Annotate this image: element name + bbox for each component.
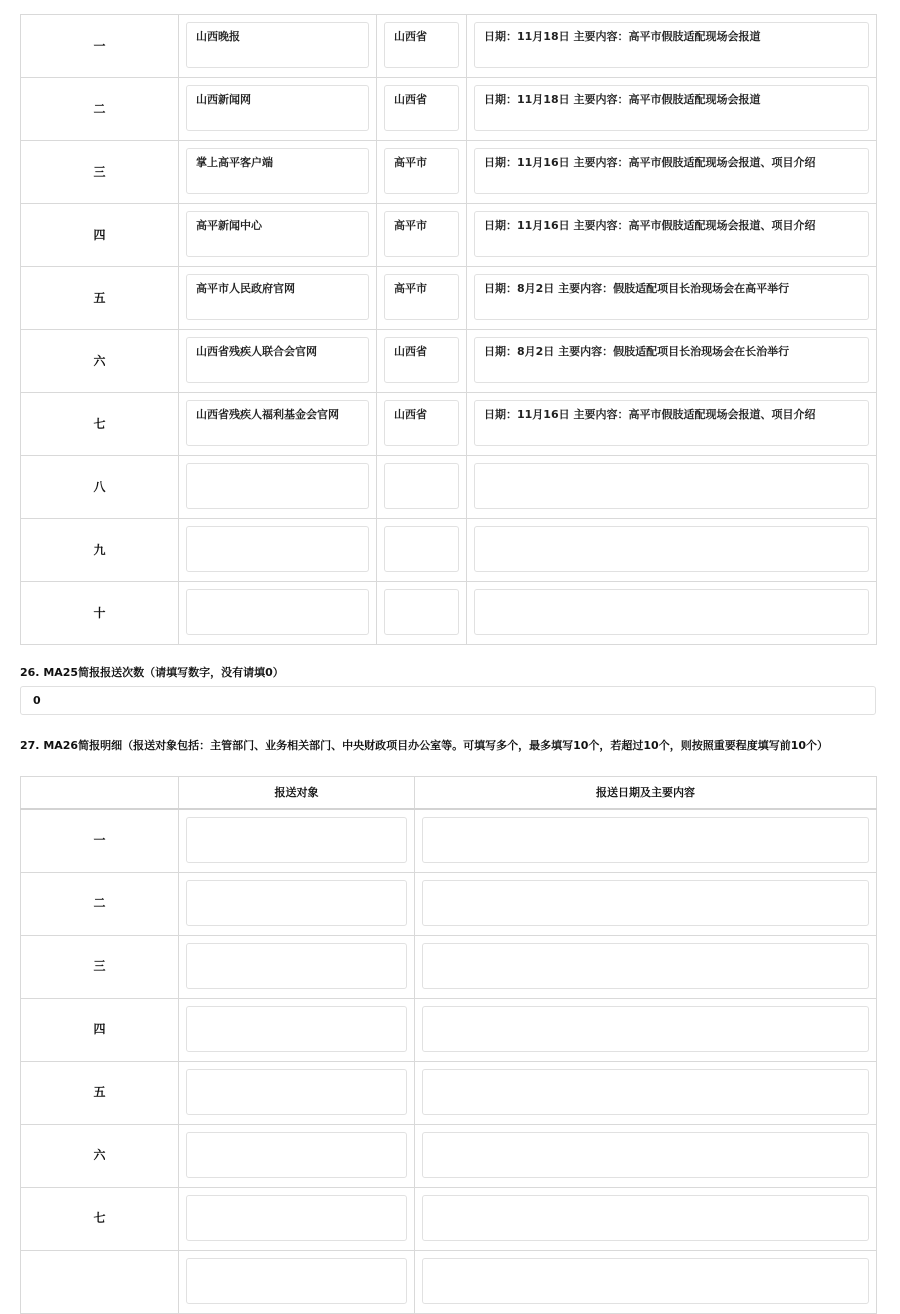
row-index: 七	[21, 393, 179, 456]
media-name-input[interactable]: 山西省残疾人福利基金会官网	[186, 400, 369, 446]
report-content-input[interactable]: 日期：11月16日 主要内容：高平市假肢适配现场会报道、项目介绍	[474, 211, 869, 257]
table-row	[21, 935, 877, 998]
row-index	[21, 1250, 179, 1313]
briefing-target-input[interactable]	[186, 1195, 407, 1241]
content-cell	[467, 582, 877, 645]
table-row	[21, 998, 877, 1061]
report-content-input[interactable]: 日期：8月2日 主要内容：假肢适配项目长治现场会在高平举行	[474, 274, 869, 320]
level-cell	[377, 15, 467, 78]
briefing-target-input[interactable]	[186, 1006, 407, 1052]
report-content-input[interactable]	[474, 463, 869, 509]
briefing-content-input[interactable]	[422, 1258, 869, 1304]
row-index: 八	[21, 456, 179, 519]
report-content-input[interactable]	[474, 526, 869, 572]
report-content-input[interactable]	[474, 589, 869, 635]
media-cell	[179, 456, 377, 519]
row-index: 三	[21, 935, 179, 998]
media-level-input[interactable]: 山西省	[384, 400, 459, 446]
row-index: 一	[21, 15, 179, 78]
row-index: 五	[21, 1061, 179, 1124]
question-26-title: 26. MA25简报报送次数（请填写数字，没有请填0）	[20, 666, 284, 679]
level-cell	[377, 393, 467, 456]
media-name-input[interactable]: 山西晚报	[186, 22, 369, 68]
media-cell	[179, 15, 377, 78]
media-cell	[179, 141, 377, 204]
media-level-input[interactable]: 高平市	[384, 148, 459, 194]
row-index: 六	[21, 330, 179, 393]
report-content-input[interactable]: 日期：11月16日 主要内容：高平市假肢适配现场会报道、项目介绍	[474, 148, 869, 194]
target-cell	[179, 872, 415, 935]
briefing-content-input[interactable]	[422, 880, 869, 926]
media-cell	[179, 519, 377, 582]
media-name-input[interactable]	[186, 589, 369, 635]
target-cell	[179, 809, 415, 873]
target-header: 报送对象	[179, 777, 415, 809]
date-content-cell	[415, 809, 877, 873]
table-row	[21, 393, 877, 456]
level-cell	[377, 141, 467, 204]
briefing-content-input[interactable]	[422, 817, 869, 863]
date-content-cell	[415, 1124, 877, 1187]
media-level-input[interactable]: 高平市	[384, 274, 459, 320]
media-level-input[interactable]: 山西省	[384, 85, 459, 131]
media-cell	[179, 393, 377, 456]
media-name-input[interactable]	[186, 526, 369, 572]
media-name-input[interactable]: 掌上高平客户端	[186, 148, 369, 194]
report-content-input[interactable]: 日期：11月18日 主要内容：高平市假肢适配现场会报道	[474, 22, 869, 68]
media-cell	[179, 267, 377, 330]
table-row	[21, 204, 877, 267]
target-cell	[179, 1187, 415, 1250]
briefing-target-input[interactable]	[186, 1132, 407, 1178]
date-content-cell	[415, 1187, 877, 1250]
table-row	[21, 1061, 877, 1124]
table-row	[21, 519, 877, 582]
media-level-input[interactable]	[384, 589, 459, 635]
table-row	[21, 809, 877, 873]
level-cell	[377, 78, 467, 141]
table-row	[21, 456, 877, 519]
level-cell	[377, 267, 467, 330]
table-row	[21, 1187, 877, 1250]
date-content-cell	[415, 872, 877, 935]
row-index: 二	[21, 872, 179, 935]
report-content-input[interactable]: 日期：11月18日 主要内容：高平市假肢适配现场会报道	[474, 85, 869, 131]
level-cell	[377, 330, 467, 393]
content-cell	[467, 267, 877, 330]
media-cell	[179, 582, 377, 645]
briefing-content-input[interactable]	[422, 943, 869, 989]
media-name-input[interactable]: 高平市人民政府官网	[186, 274, 369, 320]
content-cell	[467, 393, 877, 456]
content-cell	[467, 204, 877, 267]
briefing-content-input[interactable]	[422, 1069, 869, 1115]
row-index: 一	[21, 809, 179, 873]
date-content-header: 报送日期及主要内容	[415, 777, 877, 809]
media-cell	[179, 330, 377, 393]
target-cell	[179, 935, 415, 998]
content-cell	[467, 330, 877, 393]
media-level-input[interactable]: 山西省	[384, 22, 459, 68]
content-cell	[467, 141, 877, 204]
media-level-input[interactable]	[384, 526, 459, 572]
row-index: 九	[21, 519, 179, 582]
briefing-content-input[interactable]	[422, 1132, 869, 1178]
table-row	[21, 267, 877, 330]
media-name-input[interactable]: 山西新闻网	[186, 85, 369, 131]
media-cell	[179, 78, 377, 141]
level-cell	[377, 204, 467, 267]
row-index: 七	[21, 1187, 179, 1250]
level-cell	[377, 519, 467, 582]
media-name-input[interactable]: 高平新闻中心	[186, 211, 369, 257]
media-cell	[179, 204, 377, 267]
briefing-target-input[interactable]	[186, 880, 407, 926]
media-level-input[interactable]: 山西省	[384, 337, 459, 383]
target-cell	[179, 1061, 415, 1124]
table-row	[21, 582, 877, 645]
table-row	[21, 330, 877, 393]
row-index: 五	[21, 267, 179, 330]
table-row	[21, 141, 877, 204]
target-cell	[179, 1250, 415, 1313]
briefing-target-input[interactable]	[186, 943, 407, 989]
row-index: 四	[21, 204, 179, 267]
question-27-title: 27. MA26简报明细（报送对象包括：主管部门、业务相关部门、中央财政项目办公室等。可填写多个，最多填写10个，若超过10个，则按照重要程度填写前10个）	[20, 739, 829, 752]
table-row	[21, 872, 877, 935]
table-header-row	[21, 777, 877, 809]
date-content-cell	[415, 998, 877, 1061]
briefing-count-input[interactable]: 0	[20, 686, 876, 715]
briefing-content-input[interactable]	[422, 1006, 869, 1052]
content-cell	[467, 456, 877, 519]
row-index: 四	[21, 998, 179, 1061]
table-row	[21, 1250, 877, 1313]
target-cell	[179, 998, 415, 1061]
row-index: 十	[21, 582, 179, 645]
date-content-cell	[415, 935, 877, 998]
briefing-detail-table	[20, 776, 877, 1314]
report-content-input[interactable]: 日期：11月16日 主要内容：高平市假肢适配现场会报道、项目介绍	[474, 400, 869, 446]
index-header	[21, 777, 179, 809]
row-index: 三	[21, 141, 179, 204]
content-cell	[467, 78, 877, 141]
content-cell	[467, 15, 877, 78]
briefing-target-input[interactable]	[186, 1258, 407, 1304]
briefing-target-input[interactable]	[186, 817, 407, 863]
media-level-input[interactable]: 高平市	[384, 211, 459, 257]
briefing-content-input[interactable]	[422, 1195, 869, 1241]
target-cell	[179, 1124, 415, 1187]
media-name-input[interactable]: 山西省残疾人联合会官网	[186, 337, 369, 383]
media-report-table	[20, 14, 877, 645]
briefing-target-input[interactable]	[186, 1069, 407, 1115]
report-content-input[interactable]: 日期：8月2日 主要内容：假肢适配项目长治现场会在长治举行	[474, 337, 869, 383]
row-index: 二	[21, 78, 179, 141]
table-row	[21, 1124, 877, 1187]
date-content-cell	[415, 1250, 877, 1313]
row-index: 六	[21, 1124, 179, 1187]
date-content-cell	[415, 1061, 877, 1124]
table-row	[21, 78, 877, 141]
level-cell	[377, 582, 467, 645]
media-name-input[interactable]	[186, 463, 369, 509]
media-level-input[interactable]	[384, 463, 459, 509]
content-cell	[467, 519, 877, 582]
table-row	[21, 15, 877, 78]
level-cell	[377, 456, 467, 519]
